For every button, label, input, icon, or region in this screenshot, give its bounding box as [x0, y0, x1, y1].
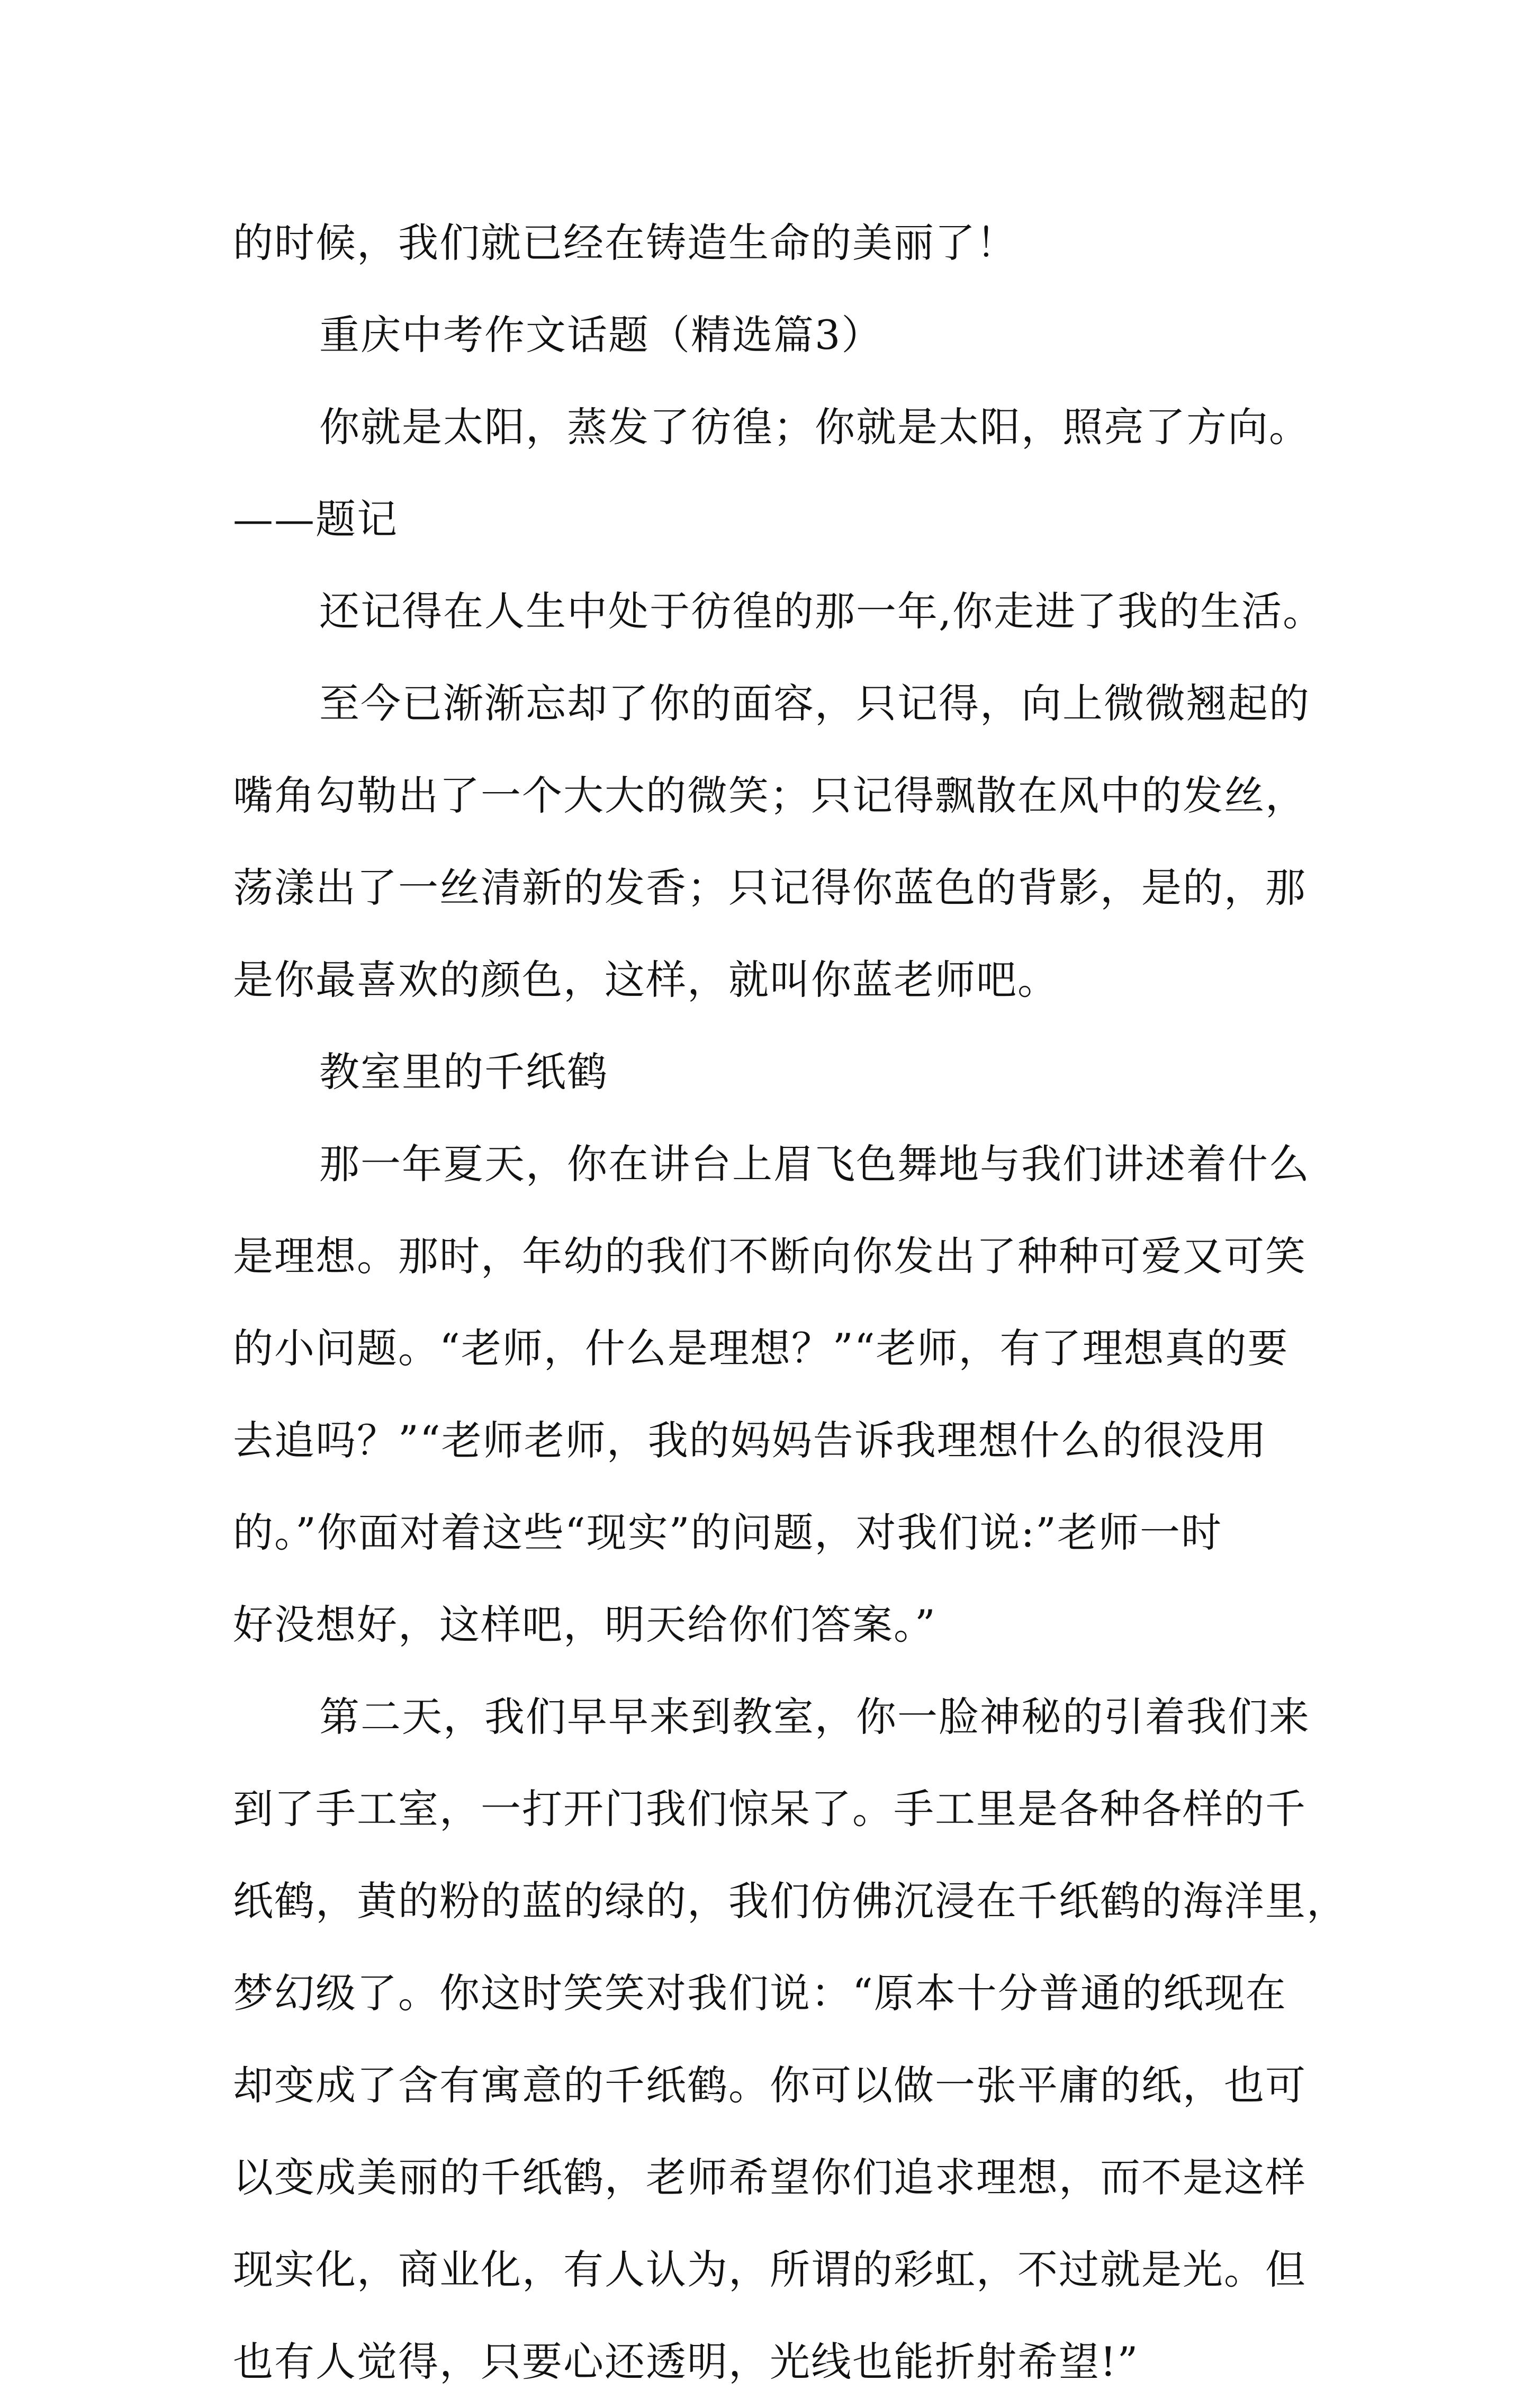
- text-line: 去追吗？”“老师老师，我的妈妈告诉我理想什么的很没用: [233, 1417, 1267, 1464]
- text-line: 也有人觉得，只要心还透明，光线也能折射希望!”: [233, 2338, 1139, 2385]
- text-line: 好没想好，这样吧，明天给你们答案。”: [233, 1601, 936, 1648]
- text-line: 的小问题。“老师，什么是理想？”“老师，有了理想真的要: [233, 1325, 1289, 1372]
- text-line: 是理想。那时，年幼的我们不断向你发出了种种可爱又可笑: [233, 1233, 1306, 1280]
- text-line: 你就是太阳，蒸发了彷徨；你就是太阳，照亮了方向。: [319, 403, 1310, 451]
- text-line: 第二天，我们早早来到教室，你一脸神秘的引着我们来: [319, 1693, 1310, 1740]
- text-line: 纸鹤，黄的粉的蓝的绿的，我们仿佛沉浸在千纸鹤的海洋里，: [233, 1877, 1348, 1925]
- text-line: 却变成了含有寓意的千纸鹤。你可以做一张平庸的纸，也可: [233, 2062, 1306, 2109]
- subheading: 教室里的千纸鹤: [319, 1048, 608, 1095]
- text-line: 梦幻级了。你这时笑笑对我们说：“原本十分普通的纸现在: [233, 1970, 1287, 2017]
- section-heading: 重庆中考作文话题（精选篇3）: [319, 311, 883, 358]
- text-line: 现实化，商业化，有人认为，所谓的彩虹，不过就是光。但: [233, 2246, 1306, 2293]
- text-line: 的。”你面对着这些“现实”的问题，对我们说:”老师一时: [233, 1509, 1223, 1556]
- text-line: 到了手工室，一打开门我们惊呆了。手工里是各种各样的千: [233, 1785, 1306, 1832]
- text-line: 嘴角勾勒出了一个大大的微笑；只记得飘散在风中的发丝，: [233, 772, 1306, 819]
- text-line: 那一年夏天，你在讲台上眉飞色舞地与我们讲述着什么: [319, 1140, 1310, 1188]
- text-line: 至今已渐渐忘却了你的面容，只记得，向上微微翘起的: [319, 680, 1310, 727]
- text-line: 还记得在人生中处于彷徨的那一年,你走进了我的生活。: [319, 588, 1324, 635]
- text-line: 以变成美丽的千纸鹤，老师希望你们追求理想，而不是这样: [233, 2154, 1306, 2201]
- text-line: 是你最喜欢的颜色，这样，就叫你蓝老师吧。: [233, 956, 1059, 1003]
- article-body: [233, 197, 1348, 2408]
- text-line: 的时候，我们就已经在铸造生命的美丽了！: [233, 219, 1017, 266]
- epigraph-attribution: ——题记: [233, 496, 398, 543]
- text-line: 荡漾出了一丝清新的发香；只记得你蓝色的背影，是的，那: [233, 864, 1306, 911]
